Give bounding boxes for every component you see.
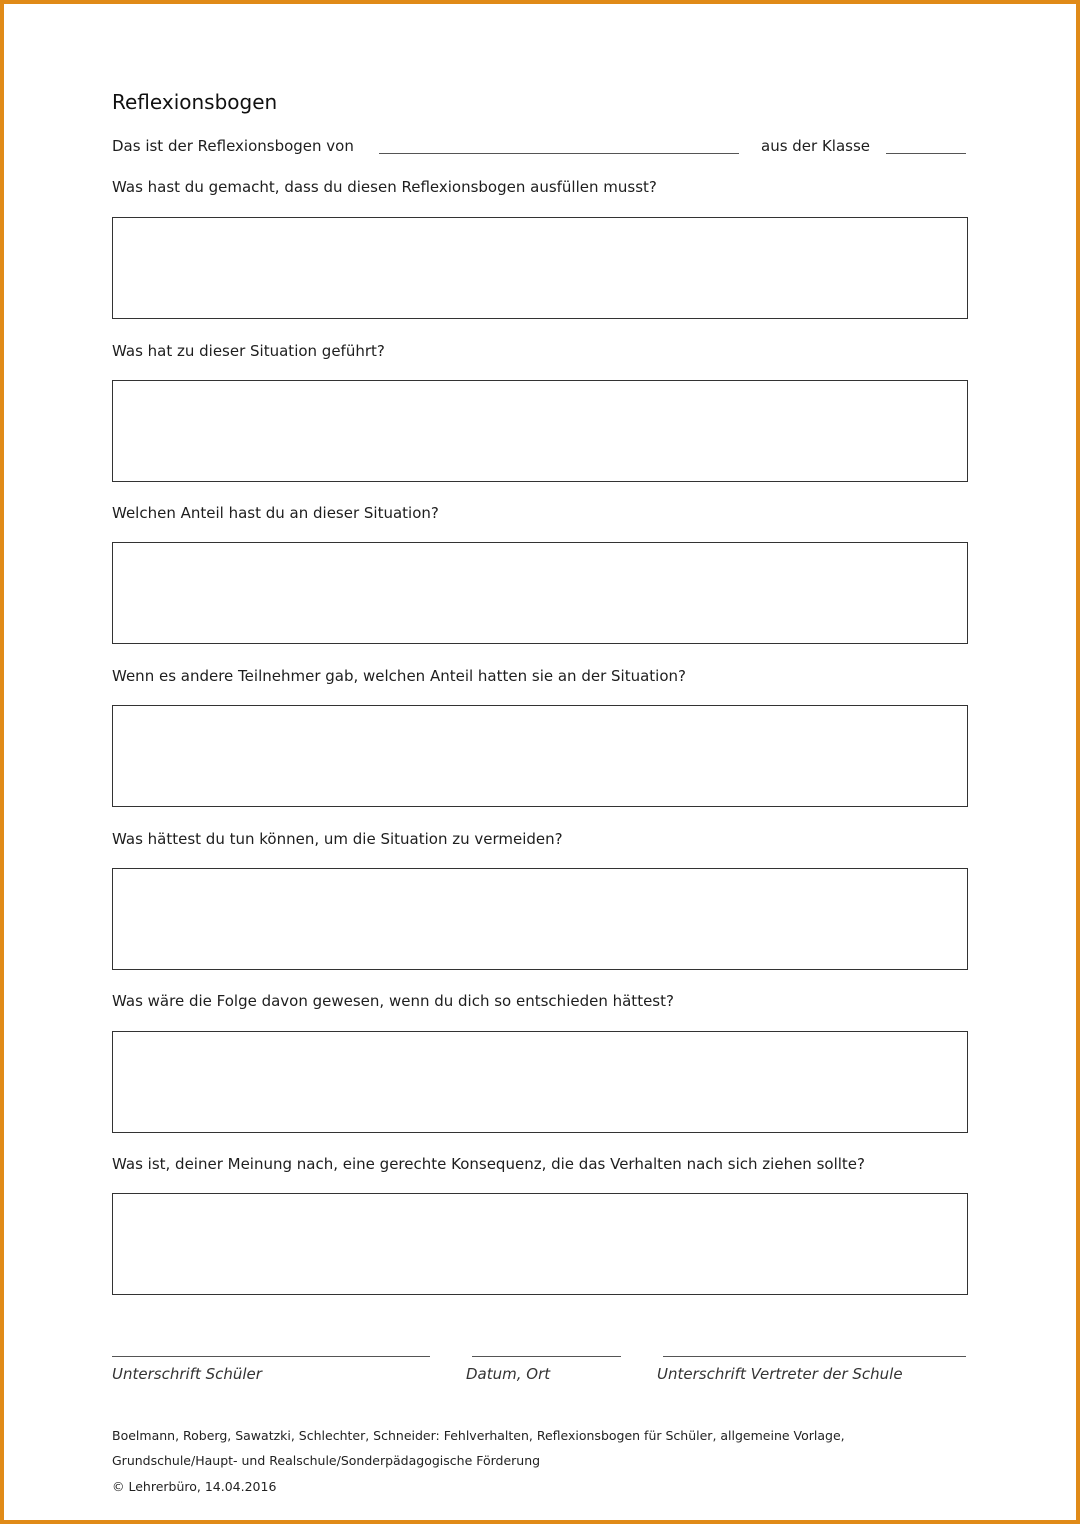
student-signature-label: Unterschrift Schüler <box>112 1365 262 1383</box>
class-field-line[interactable] <box>886 153 966 154</box>
answer-box-7[interactable] <box>112 1193 968 1295</box>
question-3: Welchen Anteil hast du an dieser Situation? <box>112 504 439 522</box>
question-4: Wenn es andere Teilnehmer gab, welchen Anteil hatten sie an der Situation? <box>112 667 686 685</box>
school-signature-line[interactable] <box>663 1356 966 1357</box>
class-label: aus der Klasse <box>761 137 871 155</box>
footer-citation-line-2: Grundschule/Haupt- und Realschule/Sonderpädagogische Förderung <box>112 1453 541 1468</box>
school-signature-label: Unterschrift Vertreter der Schule <box>657 1365 903 1383</box>
date-place-label: Datum, Ort <box>466 1365 551 1383</box>
name-field-line[interactable] <box>379 153 739 154</box>
student-signature-line[interactable] <box>112 1356 430 1357</box>
question-2: Was hat zu dieser Situation geführt? <box>112 342 385 360</box>
answer-box-5[interactable] <box>112 868 968 970</box>
answer-box-3[interactable] <box>112 542 968 644</box>
date-place-line[interactable] <box>472 1356 621 1357</box>
name-class-row <box>112 137 968 161</box>
footer-copyright: © Lehrerbüro, 14.04.2016 <box>112 1479 277 1494</box>
answer-box-6[interactable] <box>112 1031 968 1133</box>
name-label: Das ist der Reflexionsbogen von <box>112 137 354 155</box>
answer-box-2[interactable] <box>112 380 968 482</box>
answer-box-4[interactable] <box>112 705 968 807</box>
question-1: Was hast du gemacht, dass du diesen Reflexionsbogen ausfüllen musst? <box>112 178 657 196</box>
question-7: Was ist, deiner Meinung nach, eine gerechte Konsequenz, die das Verhalten nach sich ziehen sollte? <box>112 1155 865 1173</box>
footer-citation-line-1: Boelmann, Roberg, Sawatzki, Schlechter, Schneider: Fehlverhalten, Reflexionsbogen für Schüler, allgemeine Vorlage, <box>112 1428 845 1443</box>
answer-box-1[interactable] <box>112 217 968 319</box>
question-6: Was wäre die Folge davon gewesen, wenn du dich so entschieden hättest? <box>112 992 674 1010</box>
question-5: Was hättest du tun können, um die Situation zu vermeiden? <box>112 830 563 848</box>
document-title: Reflexionsbogen <box>112 90 278 114</box>
